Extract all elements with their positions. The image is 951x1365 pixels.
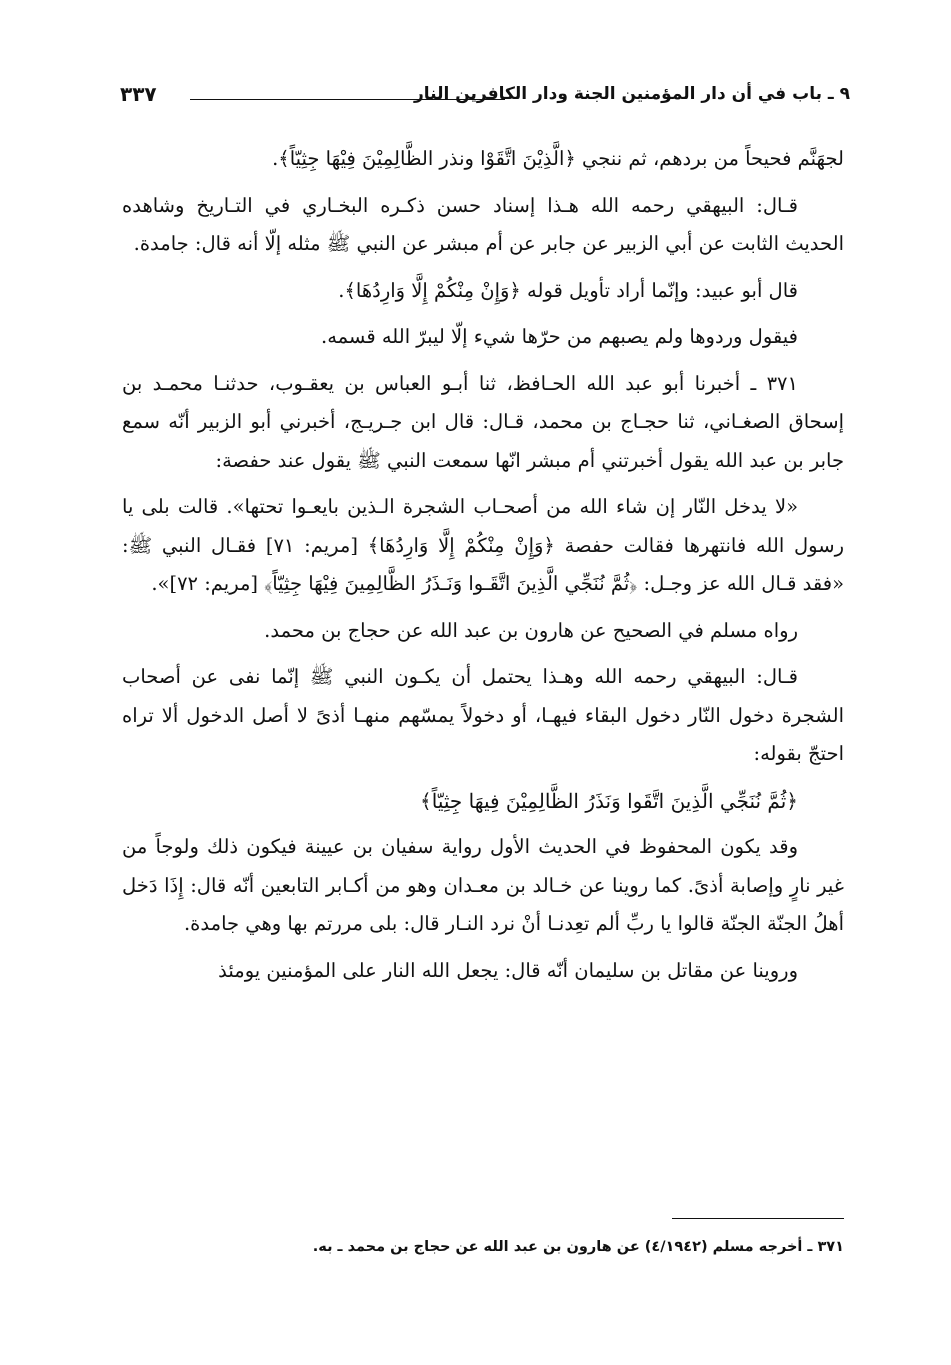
main-text xyxy=(122,140,844,998)
footnote-separator xyxy=(672,1218,844,1219)
header-rule xyxy=(190,99,505,100)
paragraph: لجهَنَّم فحيحاً من بردهم، ثم ننجي ﴿الَّذِيْنَ اتَّقَوْا ونذر الظَّالِمِيْنَ فِيْهَا جِثِيّاً﴾. xyxy=(272,147,844,170)
paragraph: رواه مسلم في الصحيح عن هارون بن عبد الله عن حجاج بن محمد. xyxy=(264,618,798,642)
paragraph: فيقول وردوها ولم يصبهم من حرّها شيء إلّا ليبرّ الله قسمه. xyxy=(321,325,798,348)
paragraph: وروينا عن مقاتل بن سليمان أنّه قال: يجعل الله النار على المؤمنين يومئذ xyxy=(218,958,798,982)
paragraph: وقد يكون المحفوظ في الحديث الأول رواية سفيان بن عيينة فيكون ذلك ولوجاً من غير نارٍ وإصابة أذىً. كما روينا عن خـالد بن معـدان وهو من أكـابر التابعين أنّه قال: إِذَا دَخل أهلُ الجنّة الجنّة قالوا يا ربِّ ألم تعِدنـا أنْ نرد النـار قال: بلى مررتم بها وهي جامدة. xyxy=(122,835,844,935)
paragraph: قال أبو عبيد: وإنّما أراد تأويل قوله ﴿وَإِنْ مِنْكُمْ إِلَّا وَارِدُهَا﴾. xyxy=(338,278,798,302)
running-header xyxy=(120,80,850,114)
chapter-title: ٩ ـ باب في أن دار المؤمنين الجنة ودار الكافرين النار xyxy=(413,84,850,104)
page-number: ٣٣٧ xyxy=(120,82,157,106)
paragraph: قـال: البيهقي رحمه الله وهـذا يحتمل أن يكـون النبي ﷺ إنّما نفى عن أصحاب الشجرة دخول النّار دخول البقاء فيهـا، أو دخولاً يمسّهم منهـا أذىً لا أصل الدخول ألا تراه احتجّ بقوله: xyxy=(122,665,844,765)
hadith-paragraph: ٣٧١ ـ أخبرنا أبو عبد الله الحـافظ، ثنا أبـو العباس بن يعقـوب، حدثنـا محمـد بن إسحاق الصغـاني، ثنا حجـاج بن محمد، قـال: قال ابن جـريـج، أخبرني أبو الزبير أنّه سمع جابر بن عبد الله يقول أخبرتني أم مبشر انّها سمعت النبي ﷺ يقول عند حفصة: xyxy=(122,371,844,472)
paragraph: «لا يدخل النّار إن شاء الله من أصحـاب الشجرة الـذين بايعـوا تحتها». قالت بلى يا رسول الله فانتهرها فقالت حفصة ﴿وَإِنْ مِنْكُمْ إِلَّا وَارِدُهَا﴾ [مريم: ٧١] فقـال النبي ﷺ: «فقد قـال الله عز وجـل: ﴿ثُمَّ نُنَجِّي الَّذِينَ اتَّقَـوا وَنَـذَرُ الظَّالِمِينَ فِيْهَا جِثِيّاً﴾ [مريم: ٧٢]». xyxy=(122,495,845,595)
paragraph: قـال: البيهقي رحمه الله هـذا إسناد حسن ذكـره البخـاري في التـاريخ وشاهده الحديث الثابت عن أبي الزبير عن جابر عن أم مبشر عن النبي ﷺ مثله إلّا أنه قال: جامدة. xyxy=(122,193,844,255)
quran-verse: ﴿ثُمَّ نُنَجِّي الَّذِينَ اتَّقَوا وَنَذَرُ الظَّالِمِيْنَ فِيهَا جِثِيّاً﴾ xyxy=(420,788,798,813)
footnote: ٣٧١ ـ أخرجه مسلم (٤/١٩٤٢) عن هارون بن عبد الله عن حجاج بن محمد ـ به. xyxy=(312,1239,844,1255)
